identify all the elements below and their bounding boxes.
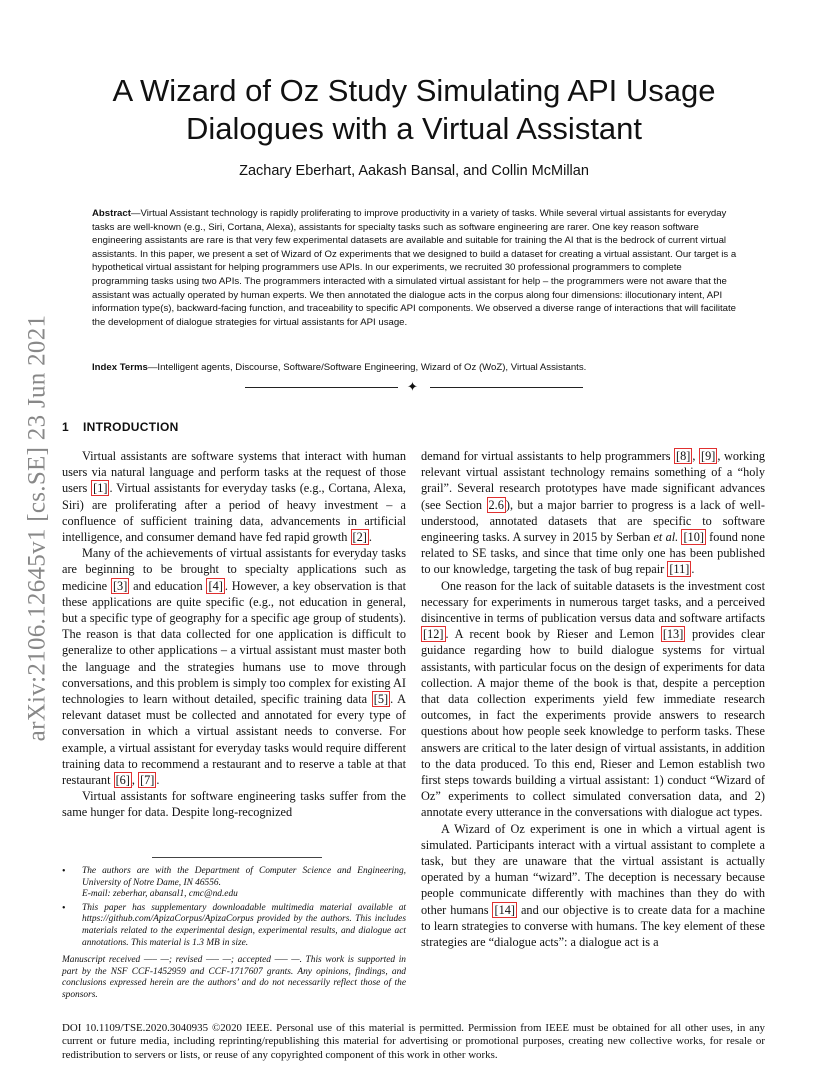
title-line-1: A Wizard of Oz Study Simulating API Usage: [112, 73, 716, 108]
text-run: .: [691, 562, 695, 577]
separator-line-right: [430, 387, 583, 388]
citation-link[interactable]: [3]: [112, 578, 128, 593]
footnote-affiliation: The authors are with the Department of Computer Science and Engineering, University of Notre Dame, IN 46556.: [82, 866, 406, 888]
citation-link[interactable]: [11]: [669, 562, 690, 577]
index-terms-text: —Intelligent agents, Discourse, Software/Software Engineering, Wizard of Oz (WoZ), Virtual Assistants.: [147, 362, 587, 373]
footnote-item: [62, 902, 406, 949]
separator-diamond-icon: ✦: [407, 380, 418, 395]
section-heading: [62, 420, 179, 434]
text-run: . Virtual assistants for everyday tasks (e.g., Cortana, Alexa, Siri) are proliferating after a period of heavy investment – a confluence of sufficient training data, advancements in artificial intelligence, and consumer demand have fed rapid growth: [62, 481, 406, 545]
copyright-notice: DOI 10.1109/TSE.2020.3040935 ©2020 IEEE. Personal use of this material is permitted. Permission from IEEE must be obtained for all other uses, in any current or future media, including reprinting/republishing this material for advertising or promotional purposes, creating new collective works, for resale or redistribution to servers or lists, or reuse of any copyrighted component of this work in other works.: [62, 1022, 765, 1061]
bullet-icon: •: [62, 866, 66, 877]
right-text-column: [421, 448, 765, 950]
citation-link[interactable]: [6]: [115, 773, 130, 788]
index-terms: [92, 361, 737, 375]
citation-link[interactable]: [10]: [683, 530, 704, 545]
paragraph: [62, 545, 406, 788]
paragraph: [421, 578, 765, 821]
title-line-2: Dialogues with a Virtual Assistant: [185, 111, 643, 146]
citation-link[interactable]: [9]: [701, 449, 716, 463]
text-run: Virtual assistants are software systems that interact with human users via natural language and perform tasks at the request of those users: [62, 449, 406, 496]
abstract-text: —Virtual Assistant technology is rapidly proliferating to improve productivity in a variety of tasks. While several virtual assistants for everyday tasks are well-known (e.g., Siri, Cortana, Alexa), assistants for specialty tasks such as software engineering are rarer. One key reason software engineering assistants are rare is that very few experimental datasets are available and suitable for training the AI that is the bedrock of current virtual assistants. In this paper, we present a set of Wizard of Oz experiments that we designed to build a dataset for creating a virtual assistant. Our target is a hypothetical virtual assistant for helping programmers use APIs. In our experiments, we recruited 30 professional programmers to complete programming tasks using two APIs. The programmers interacted with a simulated virtual assistant for help – the programmers were not aware that the assistant was actually operated by human experts. We then annotated the dialogue acts in the corpus along four dimensions: illocutionary intent, API information type(s), backward-facing function, and traceability to specific API components. We observed a diverse range of interactions that will facilitate the development of dialogue strategies for virtual assistants for API usage.: [92, 208, 737, 328]
paragraph: Virtual assistants for software engineering tasks suffer from the same hunger for data. Despite long-recognized: [62, 789, 406, 820]
paper-title: [60, 72, 768, 148]
citation-link[interactable]: [14]: [494, 902, 515, 917]
text-run: ), but a major barrier to progress is a lack of well-understood, annotated datasets that are specific to software engineering tasks. A survey in 2015 by Serban: [421, 497, 765, 545]
citation-link[interactable]: [13]: [662, 627, 684, 642]
text-run: . However, a key observation is that these applications are quite specific (e.g., not education in general, but a specific type of geography for a specific age group of students). The reason is that data collected for one application is difficult to generalize to other applications – a virtual assistant must master both the language and the strategies humans use to move through conversations, and this problem is simply too complex for existing AI technologies to learn without detailed, specific training data: [62, 578, 406, 707]
text-run: . A recent book by Rieser and Lemon: [445, 627, 661, 642]
footnote-supplementary: This paper has supplementary downloadable multimedia material available at https://github.com/ApizaCorpus/ApizaCorpus provided by the authors. This includes materials related to the experimental design, experimental results, and dialogue act annotations. This material is 1.3 MB in size.: [82, 902, 406, 948]
text-run: A Wizard of Oz experiment is one in which a virtual agent is simulated. Participants interact with a virtual assistant to complete a task, but they are unaware that the virtual assistant is actually operated by a human “wizard”. The deception is necessary because people communicate differently with machines than they do with other humans: [421, 821, 765, 917]
citation-link[interactable]: [12]: [423, 627, 444, 642]
text-run: ,: [692, 449, 700, 463]
text-run: .: [156, 773, 160, 788]
abstract: [92, 207, 737, 329]
text-run: found none related to SE tasks, and since that time only one has been published to our knowledge, targeting the task of bug repair: [421, 530, 766, 577]
text-run: Many of the achievements of virtual assistants for everyday tasks are beginning to be brought to specialty applications such as medicine: [62, 546, 406, 593]
abstract-label: Abstract: [92, 208, 131, 219]
text-run: and education: [129, 578, 207, 593]
text-run: ,: [131, 773, 139, 788]
paragraph: [62, 448, 406, 545]
section-separator: [245, 380, 585, 396]
text-run: One reason for the lack of suitable datasets is the investment cost necessary for experiments in numerous target tasks, and a perceived disincentive in terms of publication versus data and software artifacts: [421, 578, 765, 626]
section-link[interactable]: 2.6: [488, 497, 504, 512]
text-run: et al.: [653, 530, 679, 545]
footnote-rule: [152, 857, 322, 858]
citation-link[interactable]: [8]: [676, 449, 691, 463]
separator-line-left: [245, 387, 398, 388]
arxiv-identifier-stamp: [14, 295, 60, 760]
citation-link[interactable]: [2]: [352, 530, 367, 545]
footnote-email: E-mail: zeberhar, abansal1, cmc@nd.edu: [82, 889, 238, 900]
text-run: .: [368, 530, 372, 545]
bullet-icon: •: [62, 902, 66, 914]
paragraph: [421, 448, 765, 578]
manuscript-note: Manuscript received —– —; revised —– —; accepted —– —. This work is supported in part by the NSF CCF-1452959 and CCF-1717607 grants. Any opinions, findings, and conclusions expressed herein are the authors’ and do not necessarily reflect those of the sponsors.: [62, 955, 406, 1000]
footnote-item: [62, 866, 406, 901]
section-number: 1: [62, 420, 69, 434]
paragraph: [421, 821, 765, 951]
citation-link[interactable]: [1]: [93, 481, 108, 496]
text-run: . A relevant dataset must be collected and annotated for every type of conversation in which a virtual assistant needs to converse. For example, a virtual assistant for everyday tasks would require different training data to recommend a restaurant and to reserve a table at that restaurant: [62, 692, 407, 788]
footnotes: [62, 866, 406, 1002]
text-run: provides clear guidance regarding how to build dialogue systems for virtual assistants, with particular focus on the design of experiments for data collection. A major theme of the book is that, despite a perception that data collection experiments yield few immediate research outcomes, in fact the experiments provide answers to research questions about how people seek knowledge to perform tasks. These answers are critical to the later design of virtual assistants, in addition to the data produced. To this end, Rieser and Lemon establish two first steps towards building a virtual assistant: 1) conduct “Wizard of Oz” experiments to collect simulated conversation data, and 2) annotate every utterance in the conversations with dialogue act types.: [421, 627, 765, 820]
section-title: INTRODUCTION: [82, 420, 179, 434]
index-terms-label: Index Terms: [92, 362, 148, 373]
citation-link[interactable]: [5]: [373, 692, 389, 707]
author-list: Zachary Eberhart, Aakash Bansal, and Collin McMillan: [239, 163, 589, 179]
citation-link[interactable]: [7]: [140, 773, 155, 788]
left-text-column: [62, 448, 406, 821]
citation-link[interactable]: [4]: [208, 578, 223, 593]
text-run: and our objective is to create data for a machine to learn strategies to converse with humans. The key element of these strategies are “dialogue acts”: a dialogue act is a: [421, 902, 766, 950]
text-run: , working relevant virtual assistant technology remains something of a “holy grail”. Several research prototypes have made significant advances (see Section: [421, 449, 765, 512]
arxiv-identifier-text: arXiv:2106.12645v1 [cs.SE] 23 Jun 2021: [23, 314, 50, 741]
text-run: demand for virtual assistants to help programmers: [421, 449, 675, 463]
